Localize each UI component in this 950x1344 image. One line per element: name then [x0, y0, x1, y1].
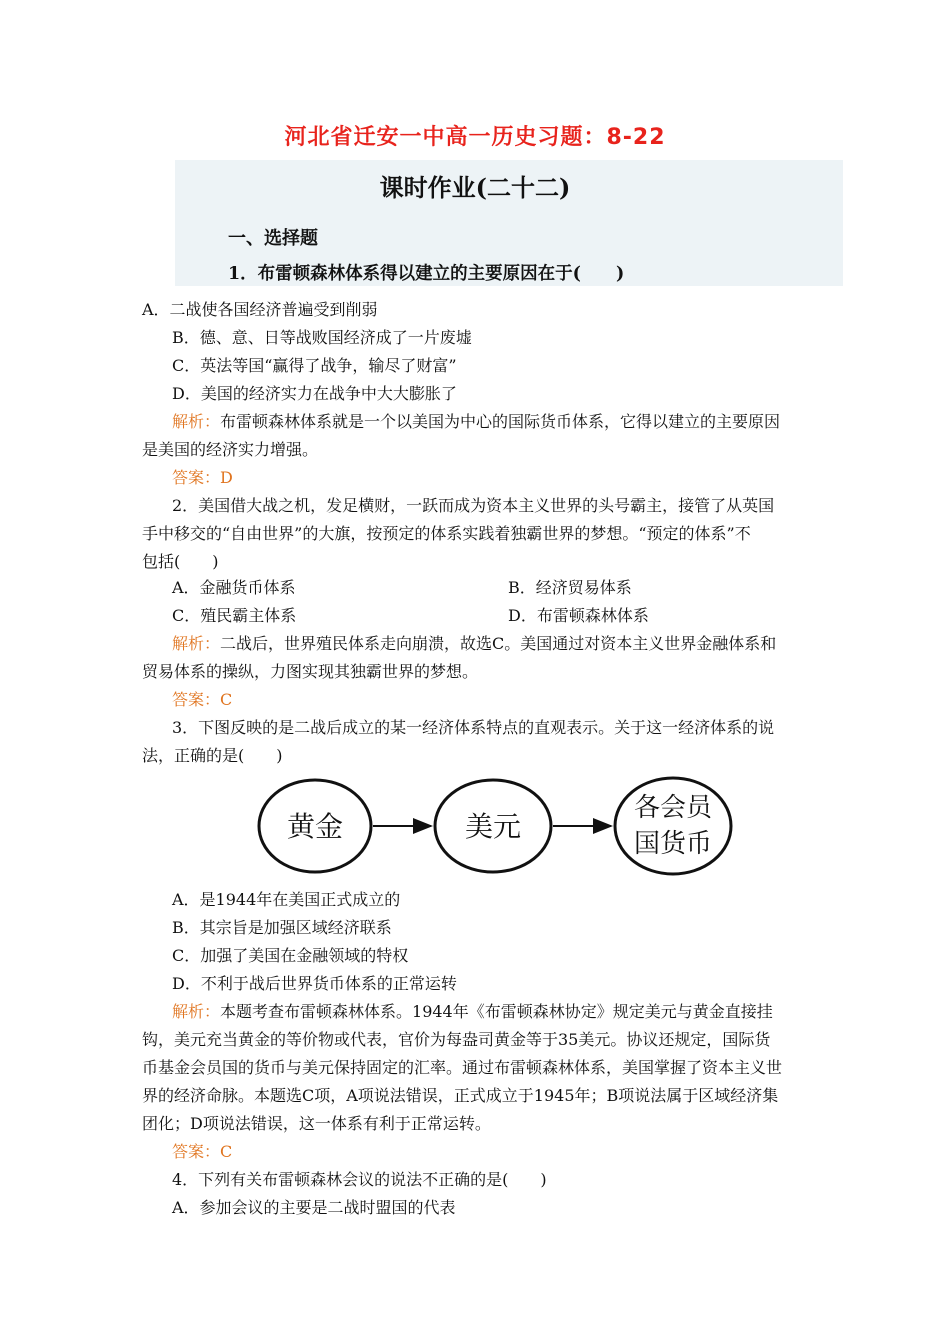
- q3-analysis-text-2: 钩，美元充当黄金的等价物或代表，官价为每盎司黄金等于35美元。协议还规定，国际货: [142, 1030, 771, 1049]
- q2-option-c: C．殖民霸主体系: [172, 606, 297, 625]
- q3-stem-line-1: 3．下图反映的是二战后成立的某一经济体系特点的直观表示。关于这一经济体系的说: [172, 718, 775, 737]
- q2-option-a: A．金融货币体系: [172, 578, 296, 597]
- q3-analysis-text-5: 团化；D项说法错误，这一体系有利于正常运转。: [142, 1114, 491, 1133]
- q1-option-c: C．英法等国“赢得了战争，输尽了财富”: [172, 356, 457, 375]
- page-title: 河北省迁安一中高一历史习题：8-22: [284, 125, 666, 150]
- q1-option-a: A．二战使各国经济普遍受到削弱: [142, 300, 378, 319]
- gold-label: 黄金: [286, 810, 344, 843]
- q2-option-d: D．布雷顿森林体系: [508, 606, 649, 625]
- q2-stem-line-2: 手中移交的“自由世界”的大旗，按预定的体系实践着独霸世界的梦想。“预定的体系”不: [142, 524, 751, 543]
- q2-stem-line-1: 2．美国借大战之机，发足横财，一跃而成为资本主义世界的头号霸主，接管了从英国: [172, 496, 775, 515]
- q1-option-b: B．德、意、日等战败国经济成了一片废墟: [172, 328, 472, 347]
- member-currencies-label-1: 各会员: [633, 793, 713, 823]
- q2-analysis: [142, 630, 810, 686]
- analysis-label: 解析：: [172, 634, 221, 653]
- currency-flow-diagram: [255, 770, 735, 880]
- member-currencies-label-2: 国货币: [633, 829, 713, 859]
- q4-option-a: A．参加会议的主要是二战时盟国的代表: [172, 1198, 456, 1217]
- analysis-label: 解析：: [172, 412, 221, 431]
- q3-option-c: C．加强了美国在金融领域的特权: [172, 946, 409, 965]
- section-heading: 一、选择题: [228, 228, 318, 249]
- q1-analysis-text-2: 是美国的经济实力增强。: [142, 440, 319, 459]
- q3-analysis-text-4: 界的经济命脉。本题选C项，A项说法错误，正式成立于1945年；B项说法属于区域经济集: [142, 1086, 779, 1105]
- dollar-label: 美元: [464, 810, 522, 843]
- q3-option-d: D．不利于战后世界货币体系的正常运转: [172, 974, 457, 993]
- q1-analysis: [142, 408, 810, 464]
- q3-analysis-text-3: 币基金会员国的货币与美元保持固定的汇率。通过布雷顿森林体系，美国掌握了资本主义世: [142, 1058, 783, 1077]
- q2-stem-line-3: 包括( ): [142, 552, 219, 571]
- q1-answer: 答案：D: [172, 468, 233, 487]
- q1-option-d: D．美国的经济实力在战争中大大膨胀了: [172, 384, 457, 403]
- q3-analysis-text: 本题考查布雷顿森林体系。1944年《布雷顿森林协定》规定美元与黄金直接挂: [220, 1002, 773, 1021]
- q2-analysis-text: 二战后，世界殖民体系走向崩溃，故选C。美国通过对资本主义世界金融体系和: [220, 634, 777, 653]
- q3-option-b: B．其宗旨是加强区域经济联系: [172, 918, 392, 937]
- question-4-stem: 4．下列有关布雷顿森林会议的说法不正确的是( ): [172, 1170, 547, 1189]
- q1-analysis-text: 布雷顿森林体系就是一个以美国为中心的国际货币体系，它得以建立的主要原因: [220, 412, 781, 431]
- q2-option-b: B．经济贸易体系: [508, 578, 632, 597]
- question-1-stem: 1．布雷顿森林体系得以建立的主要原因在于( ): [228, 264, 625, 284]
- q3-analysis: [142, 998, 810, 1138]
- q2-answer: 答案：C: [172, 690, 233, 709]
- question-3-stem: [142, 714, 810, 770]
- question-2-stem: [142, 492, 810, 576]
- analysis-label: 解析：: [172, 1002, 221, 1021]
- q2-analysis-text-2: 贸易体系的操纵，力图实现其独霸世界的梦想。: [142, 662, 479, 681]
- assignment-subtitle: 课时作业(二十二): [379, 173, 571, 202]
- q3-stem-line-2: 法，正确的是( ): [142, 746, 283, 765]
- q3-answer: 答案：C: [172, 1142, 233, 1161]
- q3-option-a: A．是1944年在美国正式成立的: [172, 890, 401, 909]
